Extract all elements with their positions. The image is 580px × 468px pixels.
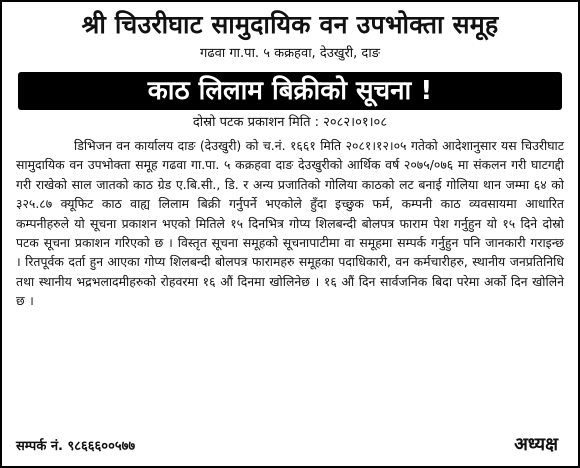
contact-number: सम्पर्क नं. ९८६६६००५७७ bbox=[16, 439, 136, 454]
publication-date-line: दोस्रो पटक प्रकाशन मिति : २०८२।०१।०८ bbox=[192, 115, 388, 130]
notice-footer bbox=[16, 432, 564, 456]
notice-banner: काठ लिलाम बिक्रीको सूचना ! bbox=[18, 72, 562, 110]
notice-body: डिभिजन वन कार्यालय दाङ (देउखुरी) को च.नं. १६६१ मिति २०८१।१२।०५ गतेको आदेशानुसार यस चिउरीघाट सामुदायिक वन उपभोक्ता समूह गढवा गा.पा. ५ कक्रहवा दाङ देउखुरीको आर्थिक वर्ष २०७५/०७६ मा संकलन गरी घाटगद्दी गरी राखेको साल जातको काठ ग्रेड ए.बि.सी., डि. र अन्य प्रजातिको गोलिया काठको लट बनाई गोलिया थान जम्मा ६४ को ३२५.८७ क्यूफिट काठ वाह्य लिलाम बिक्री गर्नुपर्ने भएकोले हुँदा इच्छुक फर्म, कम्पनी काठ व्यवसायमा आधारित कम्पनीहरुले यो सूचना प्रकाशन भएको मितिले १५ दिनभित्र गोप्य शिलबन्दी बोलपत्र फाराम पेश गर्नुहुन यो १५ दिने दोस्रो पटक सूचना प्रकाशन गरिएको छ । विस्तृत सूचना समूहको सूचनापाटीमा वा समूहमा सम्पर्क गर्नुहुन पनि जानकारी गराइन्छ । रितपूर्वक दर्ता हुन आएका गोप्य शिलबन्दी बोलपत्र फारामहरु समूहका पदाधिकारी, वन कर्मचारीहरु, स्थानीय जनप्रतिनिधि तथा स्थानीय भद्रभलादमीहरुको रोहवरमा १६ औं दिनमा खोलिनेछ । १६ औं दिन सार्वजनिक बिदा परेमा अर्को दिन खोलिने छ । bbox=[16, 138, 564, 309]
group-address: गढवा गा.पा. ५ कक्रहवा, देउखुरी, दाङ bbox=[200, 46, 380, 61]
signatory-title: अध्यक्ष bbox=[514, 434, 558, 455]
group-title: श्री चिउरीघाट सामुदायिक वन उपभोक्ता समूह bbox=[81, 10, 499, 39]
